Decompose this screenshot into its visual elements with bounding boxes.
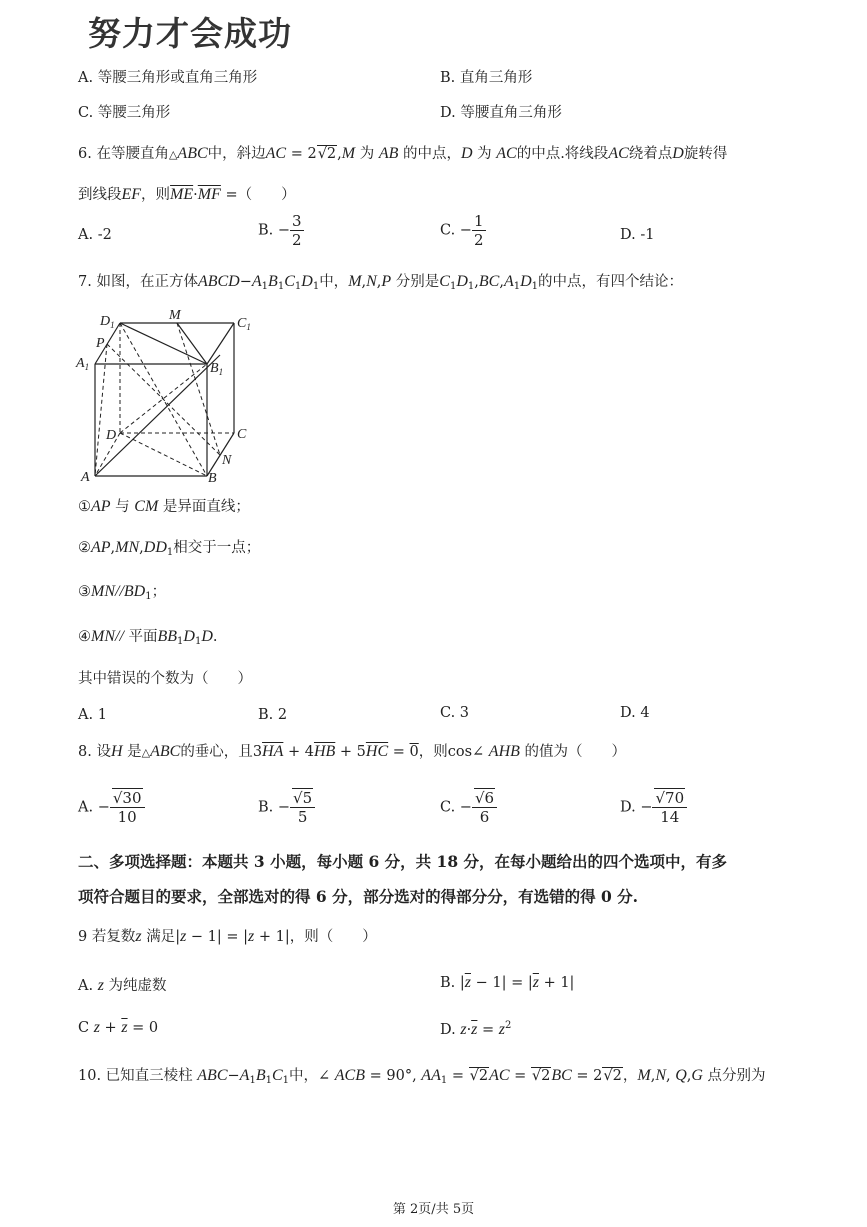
q7-option-a: A. 1 xyxy=(78,707,107,723)
svg-text:M: M xyxy=(169,308,181,323)
q5-option-d: D. 等腰直角三角形 xyxy=(440,105,562,121)
q7-option-c: C. 3 xyxy=(440,705,470,721)
section2-heading-line1: 二、多项选择题：本题共 3 小题，每小题 6 分，共 18 分，在每小题给出的四个选项中，有多 xyxy=(78,852,728,871)
q8-option-a: A. − $\frac{√30}{10}$ xyxy=(78,789,145,826)
q8-option-b: B. − $\frac{√5}{5}$ xyxy=(258,789,315,826)
svg-text:C: C xyxy=(237,427,247,442)
svg-text:B: B xyxy=(208,471,217,486)
q8-option-d: D. − $\frac{√70}{14}$ xyxy=(620,789,687,826)
section2-heading-line2: 项符合题目的要求，全部选对的得 6 分，部分选对的得部分分，有选错的得 0 分. xyxy=(78,887,639,906)
svg-text:C1: $C_1$ xyxy=(237,316,251,332)
q6-option-a: A. -2 xyxy=(78,227,112,243)
q6-option-b: B. − $\frac{3}{2}$ xyxy=(258,212,302,249)
svg-text:A: A xyxy=(81,470,90,485)
q9-option-d: D. $z\cdot\overline{z} = z^2$ xyxy=(440,1020,512,1038)
cube-figure xyxy=(72,305,262,487)
q7-statement-1: ①AP 与 CM 是异面直线； xyxy=(78,498,250,515)
q7-question: 其中错误的个数为（ ） xyxy=(78,671,252,687)
q7-statement-3: ③MN/$/BD_1$； xyxy=(78,583,167,602)
q9-option-c: C $z + \overline{z} = 0$ xyxy=(78,1019,159,1036)
q5-option-c: C. 等腰三角形 xyxy=(78,105,171,121)
svg-text:D: D xyxy=(106,428,117,443)
q7-statement-4: ④MN// 平面$BB_1D_1D$. xyxy=(78,628,218,647)
svg-text:D1: $D_1$ xyxy=(100,314,115,330)
q5-option-b: B. 直角三角形 xyxy=(440,70,533,86)
q6-option-d: D. -1 xyxy=(620,227,655,243)
q7-statement-2: $②AP,MN,DD_1$相交于一点； xyxy=(78,539,261,558)
svg-text:P: P xyxy=(96,336,105,351)
svg-text:A1: $A_1$ xyxy=(76,356,90,372)
q10-stem: 10. 已知直三棱柱 $ABC-A_1B_1C_1$中，∠ ACB = 90°, $AA_1 = √2AC = √2BC = 2√2$，M,N, Q,G 点分别为 xyxy=(78,1067,766,1086)
q8-stem: 8. 设H 是△ABC的垂心，且$3\overline{HA} + 4\overline{HB} + 5\overline{HC} = 0$，则cos∠ AHB 的值为（ ） xyxy=(78,743,627,760)
q6-stem-line2: 到线段EF，则$\overline{ME}\cdot\overline{MF}$ =（ ） xyxy=(78,186,296,203)
q7-stem: 7. 如图，在正方体$ABCD-A_1B_1C_1D_1$中，M,N,P 分别是$C_1D_1,BC,A_1D_1$的中点，有四个结论： xyxy=(78,273,684,292)
q7-option-d: D. 4 xyxy=(620,705,650,721)
q7-option-b: B. 2 xyxy=(258,707,288,723)
svg-text:N: N xyxy=(222,453,232,468)
page-footer: 第 2页/共 5页 xyxy=(392,1202,475,1217)
q9-option-b: B. $|\overline{z} - 1| = |\overline{z} + 1|$ xyxy=(440,974,575,991)
q5-option-a: A. 等腰三角形或直角三角形 xyxy=(78,70,258,86)
svg-text:B1: $B_1$ xyxy=(210,361,224,377)
q6-option-c: C. − $\frac{1}{2}$ xyxy=(440,212,484,249)
q9-stem: 9 若复数z 满足|z − 1| = |z + 1|，则（ ） xyxy=(78,928,377,945)
q9-option-a: A. z 为纯虚数 xyxy=(78,977,167,994)
q8-option-c: C. − $\frac{√6}{6}$ xyxy=(440,789,497,826)
banner-slogan: 努力才会成功 xyxy=(88,14,292,53)
q6-stem-line1: 6. 在等腰直角△ABC中，斜边AC = 2√2,M 为 AB 的中点，D 为 AC的中点.将线段AC绕着点D旋转得 xyxy=(78,145,728,162)
